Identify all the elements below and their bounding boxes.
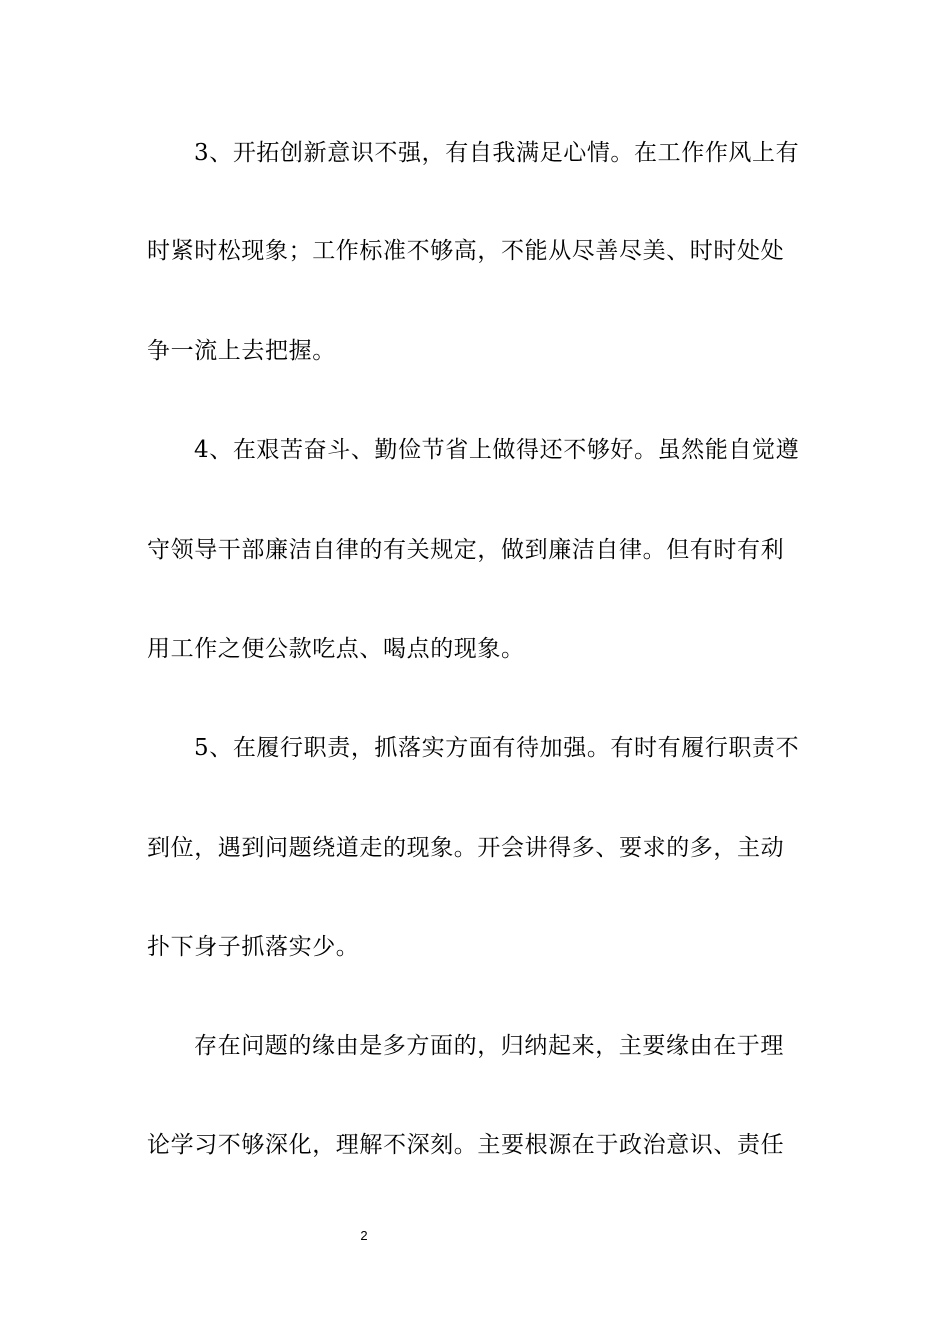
paragraph-5-line-3: 扑下身子抓落实少。 — [147, 934, 360, 960]
paragraph-3-line-3: 争一流上去把握。 — [147, 338, 336, 364]
page-number: 2 — [360, 1228, 368, 1243]
paragraph-6-line-1: 存在问题的缘由是多方面的，归纳起来，主要缘由在于理 — [194, 1033, 784, 1059]
paragraph-3-line-2: 时紧时松现象；工作标准不够高，不能从尽善尽美、时时处处 — [147, 238, 785, 264]
paragraph-4-line-2: 守领导干部廉洁自律的有关规定，做到廉洁自律。但有时有利 — [147, 537, 785, 563]
paragraph-6-line-2: 论学习不够深化，理解不深刻。主要根源在于政治意识、责任 — [147, 1132, 785, 1158]
paragraph-4-line-1: 4、在艰苦奋斗、勤俭节省上做得还不够好。虽然能自觉遵 — [194, 437, 800, 463]
paragraph-5-line-1: 5、在履行职责，抓落实方面有待加强。有时有履行职责不 — [194, 735, 800, 761]
paragraph-5-line-2: 到位，遇到问题绕道走的现象。开会讲得多、要求的多，主动 — [147, 835, 785, 861]
paragraph-3-line-1: 3、开拓创新意识不强，有自我满足心情。在工作作风上有 — [194, 140, 800, 166]
paragraph-4-line-3: 用工作之便公款吃点、喝点的现象。 — [147, 636, 525, 662]
